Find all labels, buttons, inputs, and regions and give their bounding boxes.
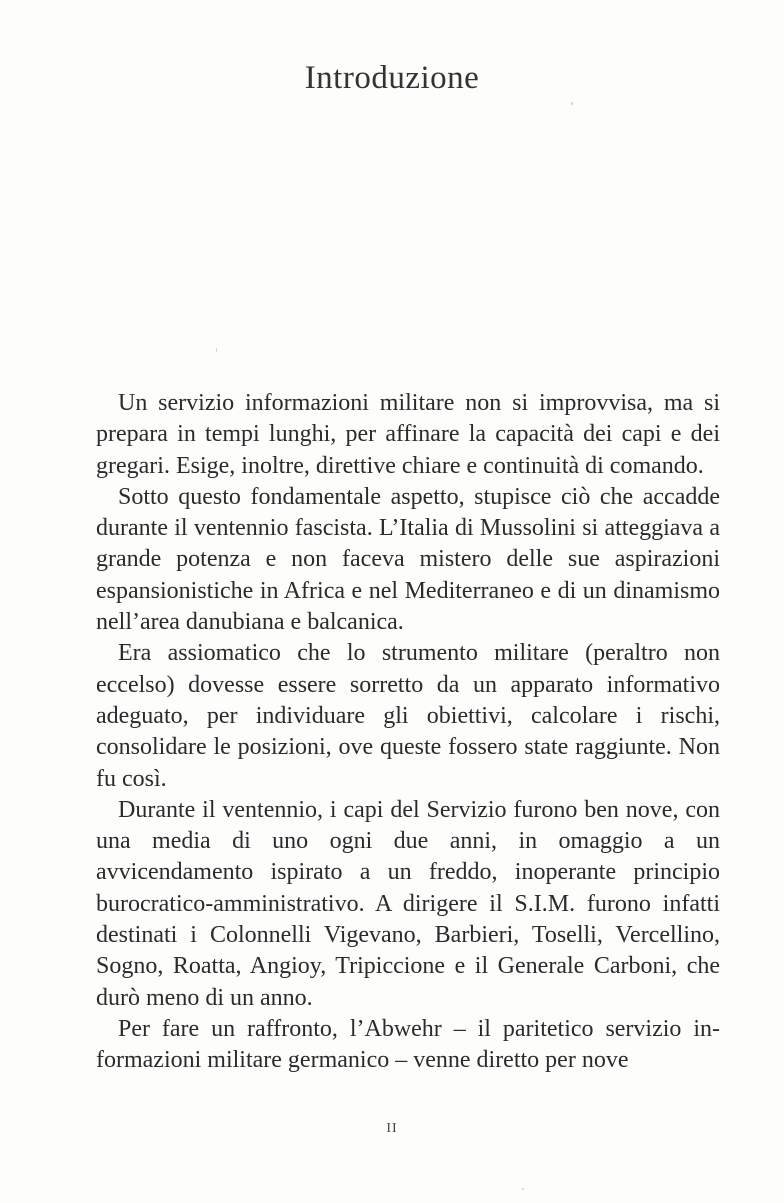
- scan-speck: [216, 348, 217, 352]
- body-text: [96, 388, 720, 1077]
- paragraph: Un servizio informazioni militare non si improvvisa, ma si prepara in tempi lunghi, per affinare la capacità dei capi e dei gregari. Esige, inoltre, direttive chiare e continuità di comando.: [96, 390, 720, 479]
- page-number: II: [386, 1121, 398, 1136]
- paragraph: Era assiomatico che lo strumento militare (peraltro non eccelso) dovesse essere sorretto da un apparato informativo adeguato, per individuare gli obiettivi, calcolare i rischi, consolidare le posizioni, ove queste fossero state raggiunte. Non fu così.: [96, 640, 720, 792]
- paragraph: Per fare un raffronto, l’Abwehr – il paritetico servizio informazioni militare germanico – venne diretto per nove: [96, 1015, 720, 1074]
- scan-speck: [522, 1188, 524, 1190]
- scan-speck: [571, 102, 573, 105]
- paragraph: Durante il ventennio, i capi del Servizio furono ben nove, con una media di uno ogni due anni, in omaggio a un avvicendamento ispirato a un freddo, inoperante principio burocratico-amministrativo. A dirigere il S.I.M. furono infatti destinati i Colonnelli Vigevano, Barbieri, Toselli, Vercellino, Sogno, Roatta, Angioy, Tripiccione e il Generale Carboni, che durò meno di un anno.: [96, 796, 720, 1011]
- paragraph: Sotto questo fondamentale aspetto, stupisce ciò che accadde durante il ventennio fascista. L’Italia di Mussolini si atteggiava a grande potenza e non faceva mistero delle sue aspirazioni espansionistiche in Africa e nel Mediterraneo e di un dinamismo nell’area danubiana e balcanica.: [96, 483, 720, 636]
- chapter-title: Introduzione: [304, 60, 480, 96]
